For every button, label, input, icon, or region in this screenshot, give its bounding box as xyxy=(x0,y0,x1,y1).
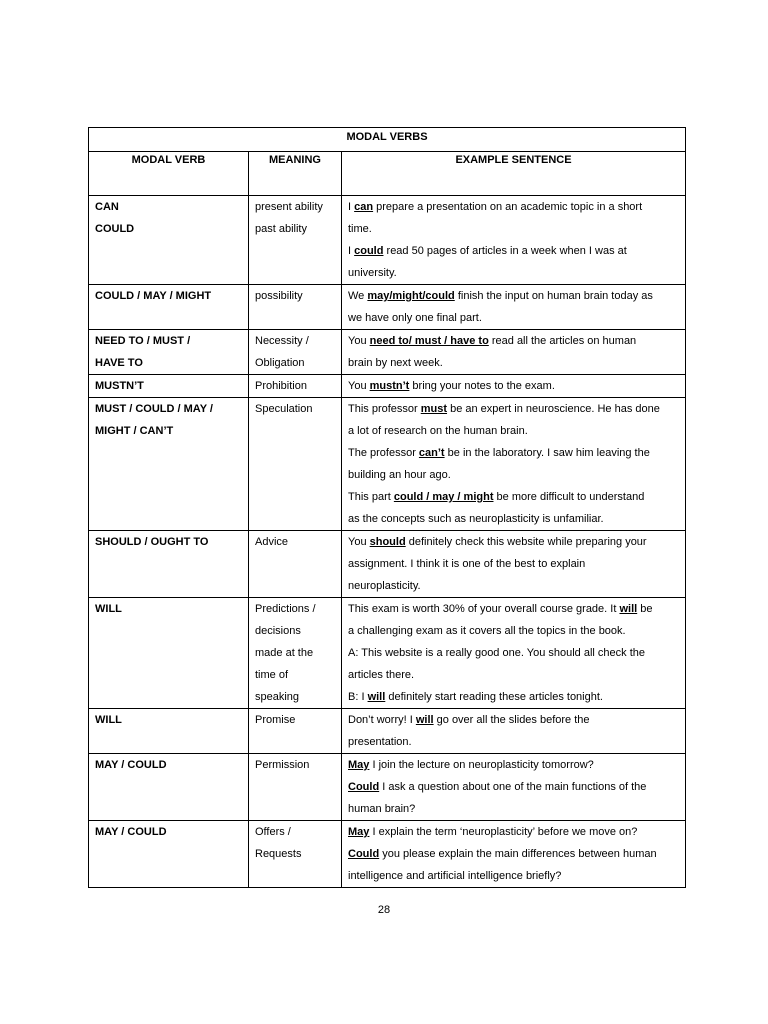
meaning-line: Speculation xyxy=(255,403,313,415)
example-sentence-cell xyxy=(342,598,686,709)
example-text: You xyxy=(348,380,370,392)
table-row xyxy=(89,330,686,375)
example-line xyxy=(348,553,679,575)
example-line xyxy=(348,196,679,218)
modal-verb-cell xyxy=(89,330,249,375)
example-line xyxy=(348,754,679,776)
example-line xyxy=(348,865,679,887)
meaning-cell xyxy=(249,196,342,285)
example-line xyxy=(348,642,679,664)
highlighted-modal-verb: Could xyxy=(348,848,380,860)
modal-verb-cell xyxy=(89,375,249,398)
example-text: brain by next week. xyxy=(348,357,443,369)
example-text: I join the lecture on neuroplasticity tomorrow? xyxy=(369,759,594,771)
example-text: a challenging exam as it covers all the topics in the book. xyxy=(348,625,626,637)
example-text: We xyxy=(348,290,368,302)
example-line xyxy=(348,508,679,530)
example-text: I ask a question about one of the main functions of the xyxy=(379,781,647,793)
table-row xyxy=(89,285,686,330)
modal-verb-cell xyxy=(89,285,249,330)
example-sentence-cell xyxy=(342,330,686,375)
modal-verbs-table xyxy=(88,127,686,888)
example-line xyxy=(348,620,679,642)
table-row xyxy=(89,398,686,531)
modal-verb-line: MAY / COULD xyxy=(95,759,167,771)
highlighted-modal-verb: mustn’t xyxy=(369,380,410,392)
table-row xyxy=(89,709,686,754)
meaning-line: Prohibition xyxy=(255,380,307,392)
example-text: prepare a presentation on an academic topic in a short xyxy=(373,201,643,213)
example-line xyxy=(348,240,679,262)
modal-verb-line: MAY / COULD xyxy=(95,826,167,838)
example-line xyxy=(348,375,679,397)
example-text: be an expert in neuroscience. He has done xyxy=(447,403,660,415)
example-text: presentation. xyxy=(348,736,412,748)
meaning-cell xyxy=(249,285,342,330)
example-text: assignment. I think it is one of the best to explain xyxy=(348,558,586,570)
example-text: human brain? xyxy=(348,803,416,815)
example-text: read 50 pages of articles in a week when I was at xyxy=(383,245,627,257)
example-text: This exam is worth 30% of your overall course grade. It xyxy=(348,603,620,615)
example-sentence-cell xyxy=(342,754,686,821)
highlighted-modal-verb: could xyxy=(354,245,384,257)
highlighted-modal-verb: should xyxy=(369,536,406,548)
example-text: building an hour ago. xyxy=(348,469,451,481)
highlighted-modal-verb: must xyxy=(420,403,448,415)
meaning-cell xyxy=(249,330,342,375)
example-text: university. xyxy=(348,267,397,279)
example-text: Don’t worry! I xyxy=(348,714,416,726)
example-sentence-cell xyxy=(342,821,686,888)
meaning-line: time of xyxy=(255,669,289,681)
table-title: MODAL VERBS xyxy=(89,128,686,152)
meaning-cell xyxy=(249,531,342,598)
table-row xyxy=(89,375,686,398)
highlighted-modal-verb: May xyxy=(348,759,370,771)
table-row xyxy=(89,196,686,285)
example-sentence-cell xyxy=(342,531,686,598)
meaning-line: Requests xyxy=(255,848,302,860)
meaning-cell xyxy=(249,375,342,398)
highlighted-modal-verb: will xyxy=(619,603,638,615)
example-text: articles there. xyxy=(348,669,415,681)
example-text: definitely check this website while preparing your xyxy=(405,536,647,548)
modal-verb-line: MIGHT / CAN’T xyxy=(95,425,174,437)
modal-verb-cell xyxy=(89,709,249,754)
example-line xyxy=(348,307,679,329)
example-text: time. xyxy=(348,223,372,235)
meaning-cell xyxy=(249,398,342,531)
example-line xyxy=(348,843,679,865)
example-text: we have only one final part. xyxy=(348,312,482,324)
modal-verb-line: MUST / COULD / MAY / xyxy=(95,403,213,415)
modal-verb-cell xyxy=(89,531,249,598)
example-line xyxy=(348,352,679,374)
table-body xyxy=(89,196,686,888)
meaning-line: Necessity / xyxy=(255,335,309,347)
column-header-modal-verb: MODAL VERB xyxy=(89,152,249,196)
column-header-example-sentence: EXAMPLE SENTENCE xyxy=(342,152,686,196)
modal-verb-cell xyxy=(89,196,249,285)
example-text: This part xyxy=(348,491,394,503)
example-text: intelligence and artificial intelligence briefly? xyxy=(348,870,562,882)
example-line xyxy=(348,798,679,820)
example-text: be more difficult to understand xyxy=(493,491,645,503)
table-row xyxy=(89,754,686,821)
example-line xyxy=(348,776,679,798)
modal-verb-line: MUSTN’T xyxy=(95,380,144,392)
meaning-line: Offers / xyxy=(255,826,291,838)
highlighted-modal-verb: can xyxy=(354,201,374,213)
meaning-line: made at the xyxy=(255,647,314,659)
example-text: read all the articles on human xyxy=(488,335,637,347)
example-line xyxy=(348,709,679,731)
example-text: You xyxy=(348,536,370,548)
example-line xyxy=(348,531,679,553)
example-text: definitely start reading these articles tonight. xyxy=(385,691,603,703)
example-text: You xyxy=(348,335,370,347)
highlighted-modal-verb: will xyxy=(367,691,386,703)
modal-verb-line: NEED TO / MUST / xyxy=(95,335,191,347)
meaning-line: Obligation xyxy=(255,357,305,369)
modal-verb-line: HAVE TO xyxy=(95,357,143,369)
meaning-line: Advice xyxy=(255,536,289,548)
modal-verb-line: CAN xyxy=(95,201,119,213)
meaning-line: possibility xyxy=(255,290,303,302)
meaning-line: Predictions / xyxy=(255,603,316,615)
example-text: a lot of research on the human brain. xyxy=(348,425,528,437)
meaning-cell xyxy=(249,821,342,888)
example-line xyxy=(348,821,679,843)
modal-verb-cell xyxy=(89,821,249,888)
meaning-cell xyxy=(249,754,342,821)
example-text: be in the laboratory. I saw him leaving the xyxy=(444,447,650,459)
highlighted-modal-verb: may/might/could xyxy=(367,290,455,302)
example-text: finish the input on human brain today as xyxy=(454,290,653,302)
highlighted-modal-verb: May xyxy=(348,826,370,838)
modal-verb-cell xyxy=(89,754,249,821)
example-sentence-cell xyxy=(342,196,686,285)
highlighted-modal-verb: could / may / might xyxy=(393,491,494,503)
highlighted-modal-verb: Could xyxy=(348,781,380,793)
example-line xyxy=(348,218,679,240)
example-line xyxy=(348,398,679,420)
table-row xyxy=(89,531,686,598)
modal-verb-line: COULD xyxy=(95,223,135,235)
highlighted-modal-verb: will xyxy=(415,714,434,726)
example-line xyxy=(348,442,679,464)
modal-verb-line: SHOULD / OUGHT TO xyxy=(95,536,209,548)
example-text: as the concepts such as neuroplasticity is unfamiliar. xyxy=(348,513,604,525)
example-line xyxy=(348,464,679,486)
meaning-cell xyxy=(249,598,342,709)
meaning-line: Promise xyxy=(255,714,296,726)
example-line xyxy=(348,420,679,442)
highlighted-modal-verb: can’t xyxy=(418,447,445,459)
meaning-line: decisions xyxy=(255,625,301,637)
example-line xyxy=(348,664,679,686)
example-line xyxy=(348,330,679,352)
example-text: This professor xyxy=(348,403,421,415)
example-text: I explain the term ‘neuroplasticity’ before we move on? xyxy=(369,826,638,838)
example-line xyxy=(348,731,679,753)
highlighted-modal-verb: need to/ must / have to xyxy=(369,335,489,347)
example-line xyxy=(348,285,679,307)
example-line xyxy=(348,686,679,708)
example-text: go over all the slides before the xyxy=(433,714,590,726)
page-number: 28 xyxy=(377,904,391,916)
meaning-cell xyxy=(249,709,342,754)
modal-verb-line: COULD / MAY / MIGHT xyxy=(95,290,212,302)
modal-verb-cell xyxy=(89,598,249,709)
modal-verb-cell xyxy=(89,398,249,531)
example-sentence-cell xyxy=(342,709,686,754)
example-text: I xyxy=(348,201,355,213)
example-sentence-cell xyxy=(342,375,686,398)
example-sentence-cell xyxy=(342,398,686,531)
column-header-meaning: MEANING xyxy=(249,152,342,196)
example-text: neuroplasticity. xyxy=(348,580,421,592)
modal-verb-line: WILL xyxy=(95,603,122,615)
example-text: you please explain the main differences between human xyxy=(379,848,657,860)
table-row xyxy=(89,598,686,709)
meaning-line: Permission xyxy=(255,759,310,771)
modal-verb-line: WILL xyxy=(95,714,122,726)
example-sentence-cell xyxy=(342,285,686,330)
meaning-line: speaking xyxy=(255,691,300,703)
example-line xyxy=(348,262,679,284)
example-line xyxy=(348,598,679,620)
example-text: The professor xyxy=(348,447,419,459)
example-text: A: This website is a really good one. You should all check the xyxy=(348,647,645,659)
example-text: I xyxy=(348,245,355,257)
example-text: be xyxy=(637,603,653,615)
example-text: bring your notes to the exam. xyxy=(409,380,555,392)
example-line xyxy=(348,486,679,508)
example-text: B: I xyxy=(348,691,368,703)
meaning-line: present ability xyxy=(255,201,323,213)
table-row xyxy=(89,821,686,888)
example-line xyxy=(348,575,679,597)
meaning-line: past ability xyxy=(255,223,307,235)
